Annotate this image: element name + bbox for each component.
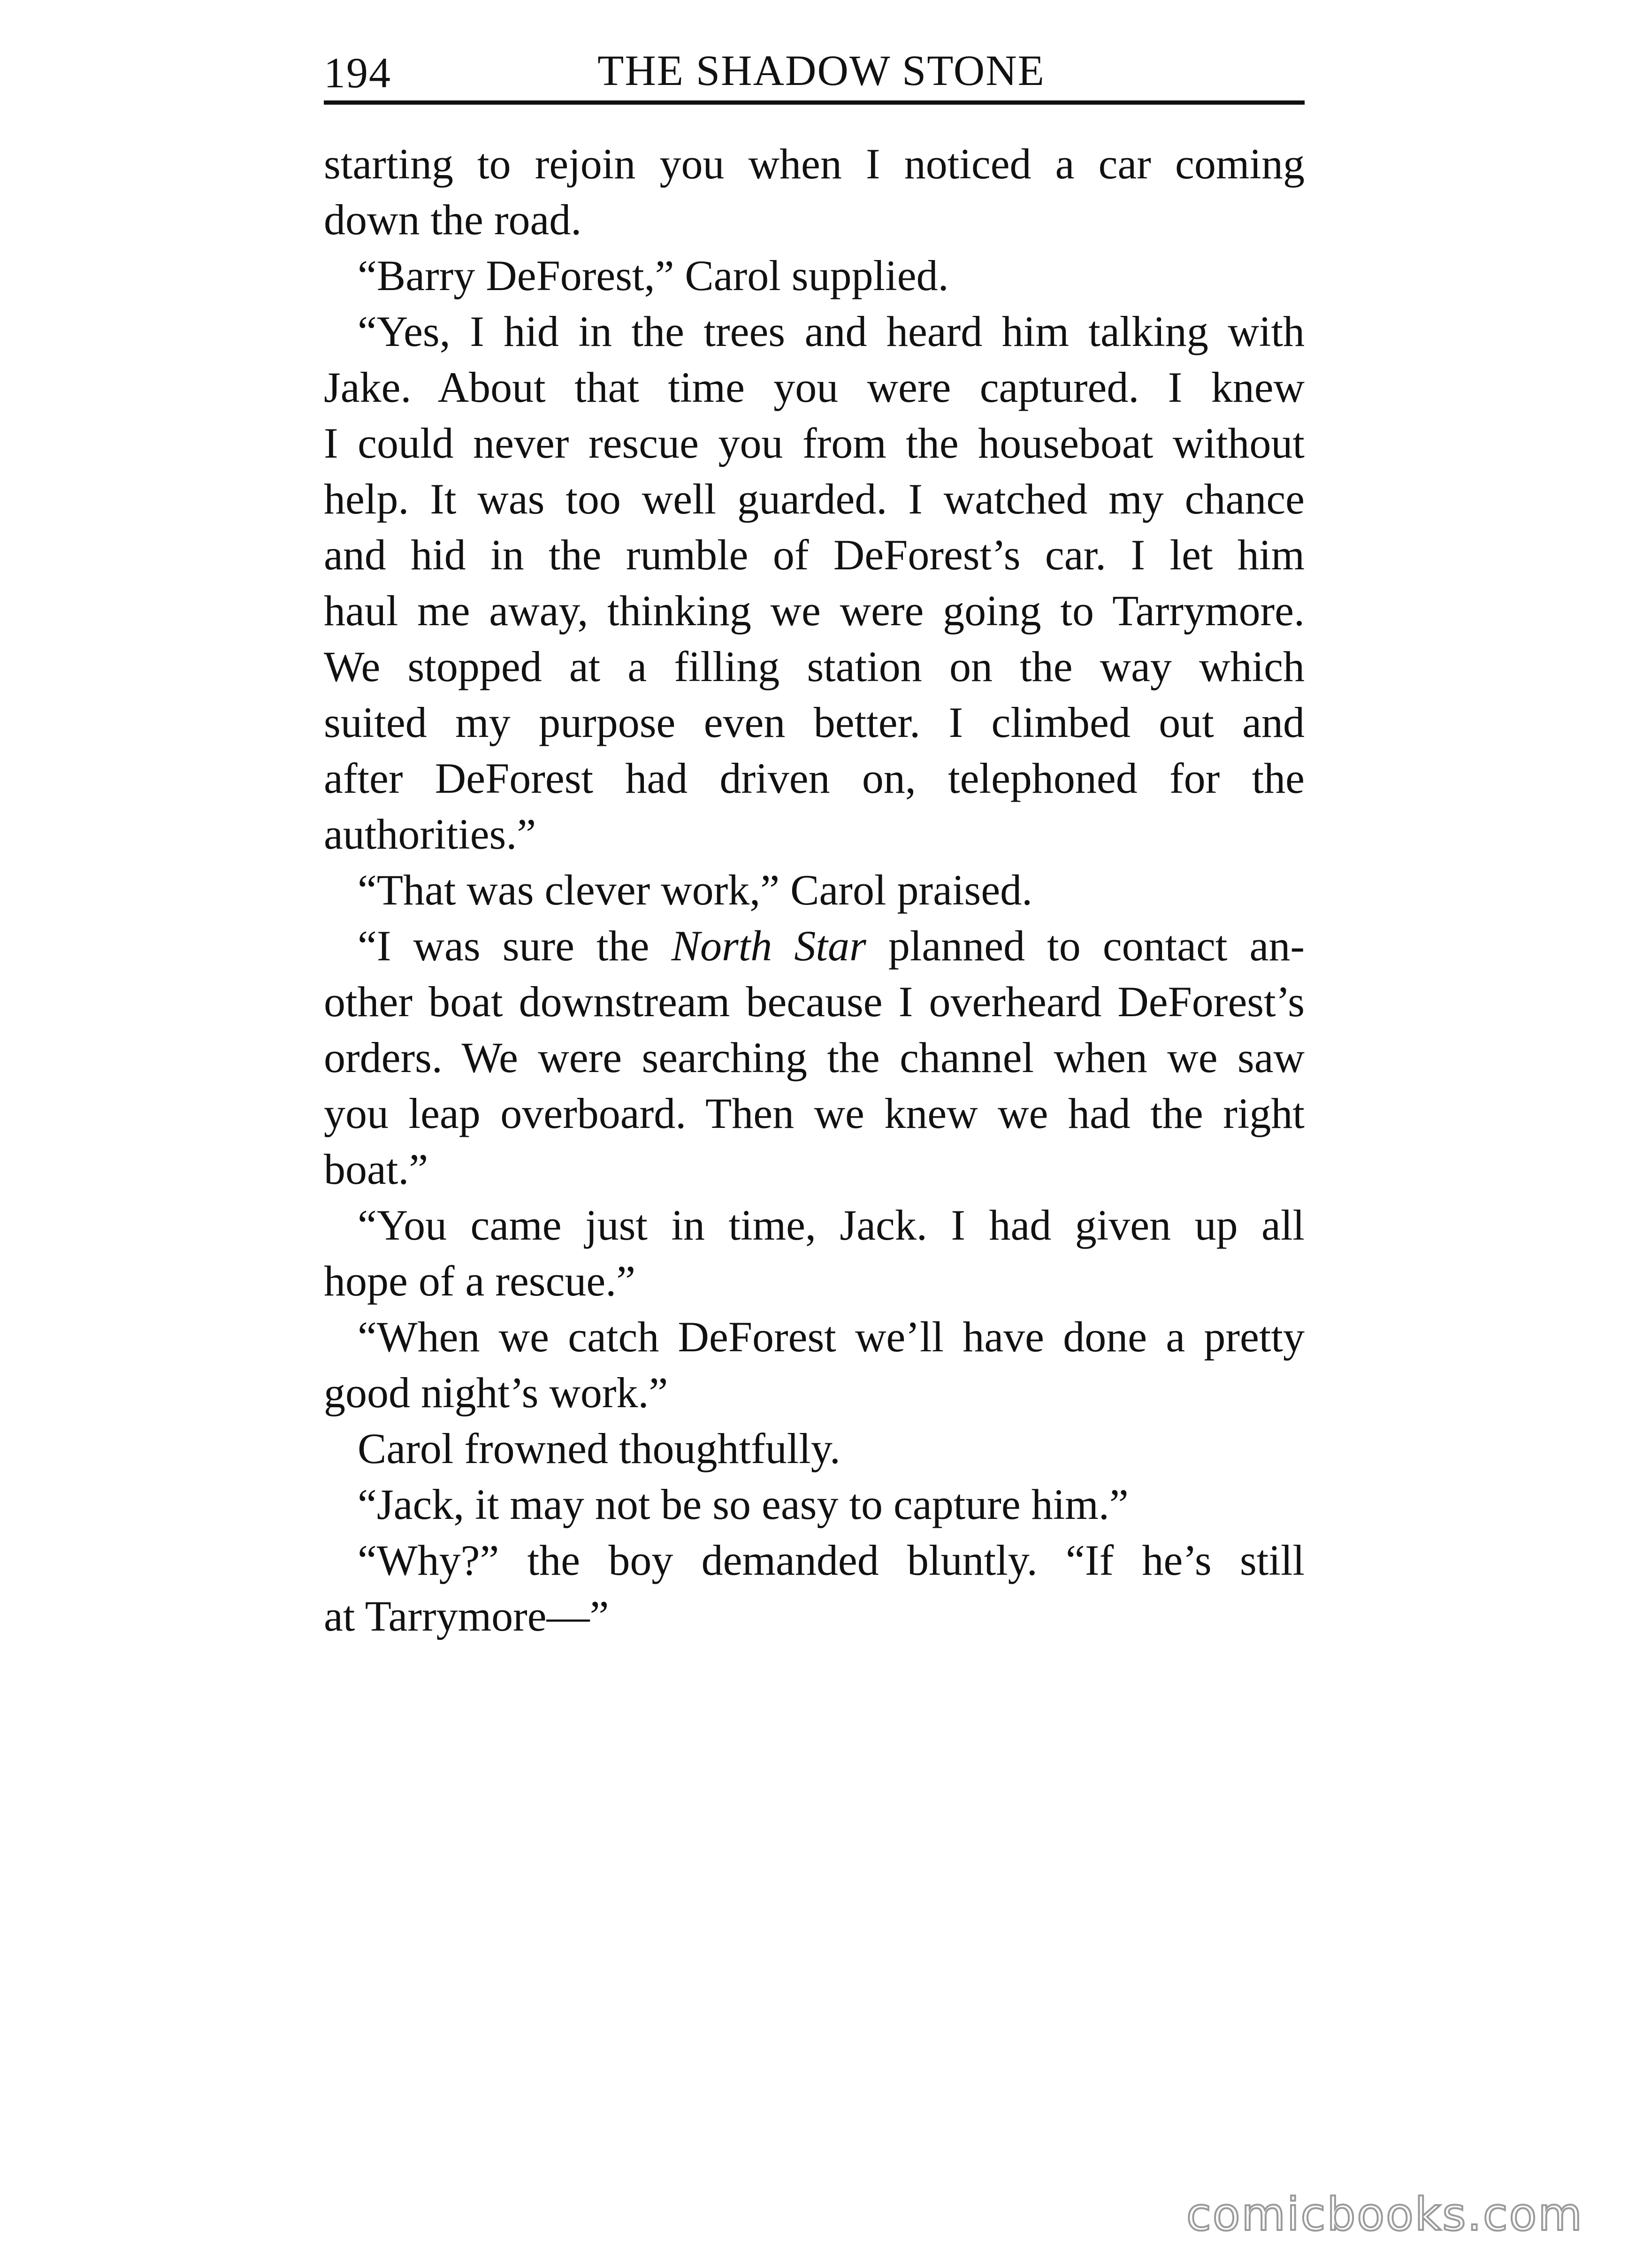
text-line: We stopped at a filling station on the way which: [324, 643, 1305, 690]
text-line: [324, 918, 1305, 974]
text-line: “You came just in time, Jack. I had given up all: [358, 1201, 1305, 1249]
text-line: “Yes, I hid in the trees and heard him talking with: [358, 307, 1305, 355]
text-line: haul me away, thinking we were going to Tarrymore.: [324, 587, 1305, 635]
page-number: 194: [324, 49, 391, 97]
text-line: you leap overboard. Then we knew we had the right: [324, 1089, 1305, 1137]
text-line: Jake. About that time you were captured. I knew: [324, 363, 1305, 411]
text-line: boat.”: [324, 1145, 428, 1193]
text-line: “When we catch DeForest we’ll have done a pretty: [358, 1313, 1305, 1361]
text-line: “Barry DeForest,” Carol supplied.: [358, 252, 949, 299]
text-line: orders. We were searching the channel when we saw: [324, 1034, 1305, 1081]
text-line: “Why?” the boy demanded bluntly. “If he’s still: [358, 1536, 1305, 1584]
text-line: starting to rejoin you when I noticed a car coming: [324, 140, 1305, 188]
text-line: I could never rescue you from the houseboat without: [324, 419, 1305, 467]
text-line: “That was clever work,” Carol praised.: [358, 866, 1033, 914]
ship-name-italic: North Star: [671, 922, 866, 970]
text-segment: planned to contact an-: [866, 922, 1305, 970]
text-line: good night’s work.”: [324, 1369, 668, 1417]
body-text: [324, 136, 1305, 1644]
text-line: suited my purpose even better. I climbed out and: [324, 698, 1305, 746]
text-line: “Jack, it may not be so easy to capture him.”: [358, 1480, 1129, 1528]
watermark: comicbooks.com: [1186, 2188, 1583, 2241]
text-line: and hid in the rumble of DeForest’s car. I let him: [324, 531, 1305, 579]
text-line: after DeForest had driven on, telephoned for the: [324, 754, 1305, 802]
text-line: Carol frowned thoughtfully.: [358, 1425, 840, 1472]
text-line: authorities.”: [324, 810, 536, 858]
text-line: at Tarrymore—”: [324, 1592, 609, 1640]
page-header: [324, 45, 1305, 105]
text-line: down the road.: [324, 196, 582, 244]
running-head-title: THE SHADOW STONE: [597, 46, 1045, 94]
text-line: other boat downstream because I overheard DeForest’s: [324, 978, 1305, 1026]
text-segment: “I was sure the: [358, 922, 672, 970]
text-line: hope of a rescue.”: [324, 1257, 636, 1305]
text-line: help. It was too well guarded. I watched my chance: [324, 475, 1305, 523]
